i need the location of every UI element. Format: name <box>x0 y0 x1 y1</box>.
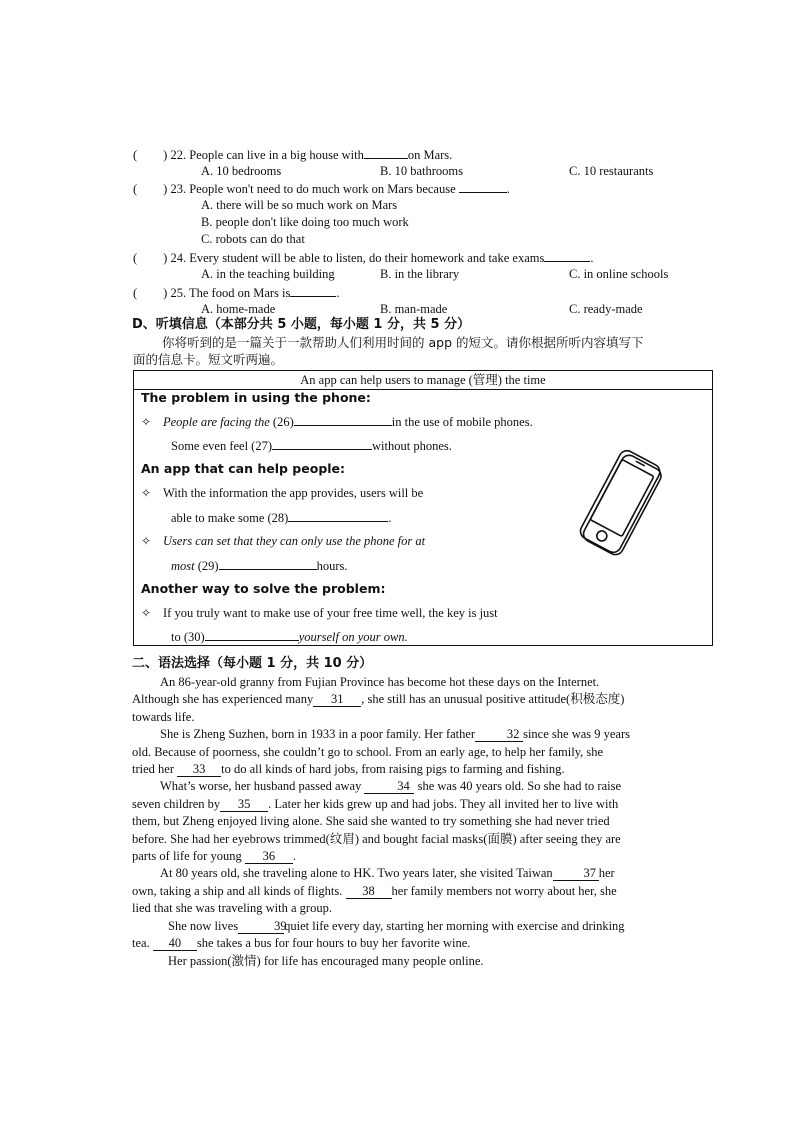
paragraph-3-line4 <box>132 831 714 848</box>
card-line-29a <box>141 533 425 549</box>
card-subheading-problem: The problem in using the phone: <box>141 390 371 405</box>
paragraph-3-end <box>132 848 714 865</box>
option-a: A. home-made <box>201 302 276 316</box>
passage-text: she was 40 years old. So she had to raise <box>417 779 622 794</box>
paragraph-2-end <box>132 761 714 778</box>
passage-text: since she was 9 years <box>523 727 631 742</box>
passage-text: She is Zheng Suzhen, born in 1933 in a poor family. Her father <box>160 727 476 742</box>
answer-paren-open: ( <box>133 148 138 162</box>
question-22 <box>133 146 452 163</box>
passage-text: towards life. <box>132 709 195 724</box>
card-text: without phones. <box>372 439 452 453</box>
info-card <box>133 370 713 646</box>
blank-32[interactable]: 32 <box>475 727 523 742</box>
answer-paren-open: ( <box>133 286 138 300</box>
paragraph-6 <box>132 953 714 970</box>
question-number: 23. <box>170 182 187 196</box>
passage-text: What’s worse, her husband passed away <box>160 779 362 794</box>
card-text: yourself on your own. <box>298 630 408 644</box>
blank-29[interactable] <box>219 557 317 570</box>
passage-text: old. Because of poorness, she couldn’t go to school. From an early age, to help her family, she <box>132 744 604 759</box>
passage-text: Although she has experienced many <box>132 692 314 707</box>
passage-text: At 80 years old, she traveling alone to HK. Two years later, she visited Taiwan <box>160 866 553 881</box>
answer-blank[interactable] <box>459 180 507 193</box>
card-line-27 <box>171 437 452 454</box>
section-d-instructions: 你将听到的是一篇关于一款帮助人们利用时间的 app 的短文。请你根据所听内容填写下 <box>162 335 644 350</box>
passage-text: Her passion(激情) for life has encouraged many people online. <box>168 953 484 968</box>
paragraph-3 <box>132 778 714 795</box>
diamond-bullet-icon: ✧ <box>141 486 152 500</box>
card-text: People are facing the <box>163 415 270 429</box>
paragraph-1-cont <box>132 691 714 708</box>
question-number: 22. <box>170 148 187 162</box>
blank-40[interactable]: 40 <box>153 936 197 951</box>
passage-text: . Later her kids grew up and had jobs. They all invited her to live with <box>268 796 619 811</box>
passage-text: seven children by <box>132 796 221 811</box>
diamond-bullet-icon: ✧ <box>141 534 152 548</box>
question-24 <box>133 249 593 266</box>
passage-text: them, but Zheng enjoyed living alone. She said she wanted to try something she had never tried <box>132 814 610 829</box>
passage-text: to do all kinds of hard jobs, from raising pigs to farming and fishing. <box>221 762 565 777</box>
card-subheading-app: An app that can help people: <box>141 461 346 476</box>
diamond-bullet-icon: ✧ <box>141 415 152 429</box>
blank-37[interactable]: 37 <box>553 866 599 881</box>
question-23 <box>133 180 510 197</box>
blank-number: (26) <box>272 415 294 429</box>
blank-34[interactable]: 34 <box>364 779 414 794</box>
answer-paren-close: ) <box>163 182 168 196</box>
answer-blank[interactable] <box>364 146 408 159</box>
paragraph-5-end <box>132 935 714 952</box>
question-stem-end: on Mars. <box>407 148 453 162</box>
paragraph-2 <box>132 726 714 743</box>
question-stem: People won't need to do much work on Mars because <box>189 182 456 196</box>
answer-blank[interactable] <box>290 284 336 297</box>
section-d-instructions-cont: 面的信息卡。短文听两遍。 <box>133 352 284 367</box>
answer-paren-close: ) <box>163 251 168 265</box>
question-stem: Every student will be able to listen, do their homework and take exams <box>189 251 545 265</box>
option-b: B. 10 bathrooms <box>380 164 463 178</box>
answer-paren-open: ( <box>133 251 138 265</box>
grammar-passage <box>132 674 714 970</box>
section-2-heading: 二、语法选择（每小题 1 分，共 10 分） <box>132 656 373 671</box>
paragraph-1 <box>132 674 714 691</box>
question-stem-end: . <box>590 251 594 265</box>
card-text: Some even feel (27) <box>171 439 273 453</box>
question-number: 25. <box>170 286 187 300</box>
card-line-30b <box>171 628 408 645</box>
passage-text: An 86-year-old granny from Fujian Province has become hot these days on the Internet. <box>160 675 600 689</box>
blank-35[interactable]: 35 <box>220 797 268 812</box>
passage-text: parts of life for young <box>132 849 242 864</box>
question-number: 24. <box>170 251 187 265</box>
passage-text: tea. <box>132 936 150 951</box>
card-subheading-another-way: Another way to solve the problem: <box>141 581 386 596</box>
answer-blank[interactable] <box>544 249 590 262</box>
passage-text: own, taking a ship and all kinds of flights. <box>132 883 343 898</box>
card-text: in the use of mobile phones. <box>391 415 533 429</box>
option-c: C. ready-made <box>569 302 643 316</box>
diamond-bullet-icon: ✧ <box>141 606 152 620</box>
passage-text: quiet life every day, starting her morning with exercise and drinking <box>284 918 625 933</box>
blank-28[interactable] <box>288 509 388 522</box>
blank-36[interactable]: 36 <box>245 849 293 864</box>
card-text: Users can set that they can only use the phone for at <box>163 534 426 548</box>
option-a: A. in the teaching building <box>201 267 335 281</box>
blank-number: (29) <box>197 559 219 573</box>
card-text: most <box>171 559 195 573</box>
section-d-heading: D、听填信息（本部分共 5 小题，每小题 1 分，共 5 分） <box>132 317 471 332</box>
card-text: able to make some (28) <box>171 511 289 525</box>
card-text: hours. <box>316 559 348 573</box>
blank-38[interactable]: 38 <box>346 884 392 899</box>
passage-text: her <box>598 866 615 881</box>
passage-text: her family members not worry about her, she <box>391 883 617 898</box>
answer-paren-close: ) <box>163 148 168 162</box>
card-line-29b <box>171 557 347 574</box>
question-stem-end: . <box>336 286 340 300</box>
passage-text: lied that she was traveling with a group. <box>132 901 332 916</box>
paragraph-3-line3 <box>132 813 714 830</box>
blank-39[interactable]: 39 <box>238 919 284 934</box>
info-card-title: An app can help users to manage (管理) the time <box>134 371 712 390</box>
question-stem: The food on Mars is <box>189 286 291 300</box>
option-c: C. 10 restaurants <box>569 164 654 178</box>
passage-text: , she still has an unusual positive attitude(积极态度) <box>361 692 625 707</box>
card-line-26 <box>141 413 533 430</box>
option-b: B. in the library <box>380 267 460 281</box>
card-text: . <box>388 511 392 525</box>
option-c: C. in online schools <box>569 267 669 281</box>
card-line-28a <box>141 485 423 501</box>
blank-27[interactable] <box>272 437 372 450</box>
paragraph-5 <box>132 918 714 935</box>
passage-text: . <box>292 849 296 864</box>
answer-paren-close: ) <box>163 286 168 300</box>
question-stem: People can live in a big house with <box>189 148 364 162</box>
answer-paren-open: ( <box>133 182 138 196</box>
blank-26[interactable] <box>294 413 392 426</box>
card-line-28b <box>171 509 391 526</box>
blank-31[interactable]: 31 <box>313 692 361 707</box>
blank-30[interactable] <box>205 628 299 641</box>
passage-text: before. She had her eyebrows trimmed(纹眉) and bought facial masks(面膜) after seeing they are <box>132 831 621 846</box>
paragraph-1-end <box>132 709 714 726</box>
option-a: A. there will be so much work on Mars <box>201 198 398 212</box>
paragraph-4-cont <box>132 883 714 900</box>
option-a: A. 10 bedrooms <box>201 164 282 178</box>
option-c: C. robots can do that <box>201 232 305 246</box>
card-line-30a <box>141 605 498 621</box>
option-b: B. people don't like doing too much work <box>201 215 409 229</box>
passage-text: tried her <box>132 762 174 777</box>
smartphone-icon <box>571 447 671 557</box>
passage-text: she takes a bus for four hours to buy her favorite wine. <box>196 936 471 951</box>
question-25 <box>133 284 340 301</box>
paragraph-4 <box>132 865 714 882</box>
card-text: If you truly want to make use of your free time well, the key is just <box>163 606 498 620</box>
card-text: to (30) <box>171 630 205 644</box>
passage-text: She now lives <box>168 918 239 933</box>
paragraph-3-cont <box>132 796 714 813</box>
option-b: B. man-made <box>380 302 448 316</box>
question-stem-end: . <box>506 182 510 196</box>
paragraph-4-end <box>132 900 714 917</box>
blank-33[interactable]: 33 <box>177 762 221 777</box>
card-text: With the information the app provides, users will be <box>163 486 424 500</box>
paragraph-2-cont <box>132 744 714 761</box>
